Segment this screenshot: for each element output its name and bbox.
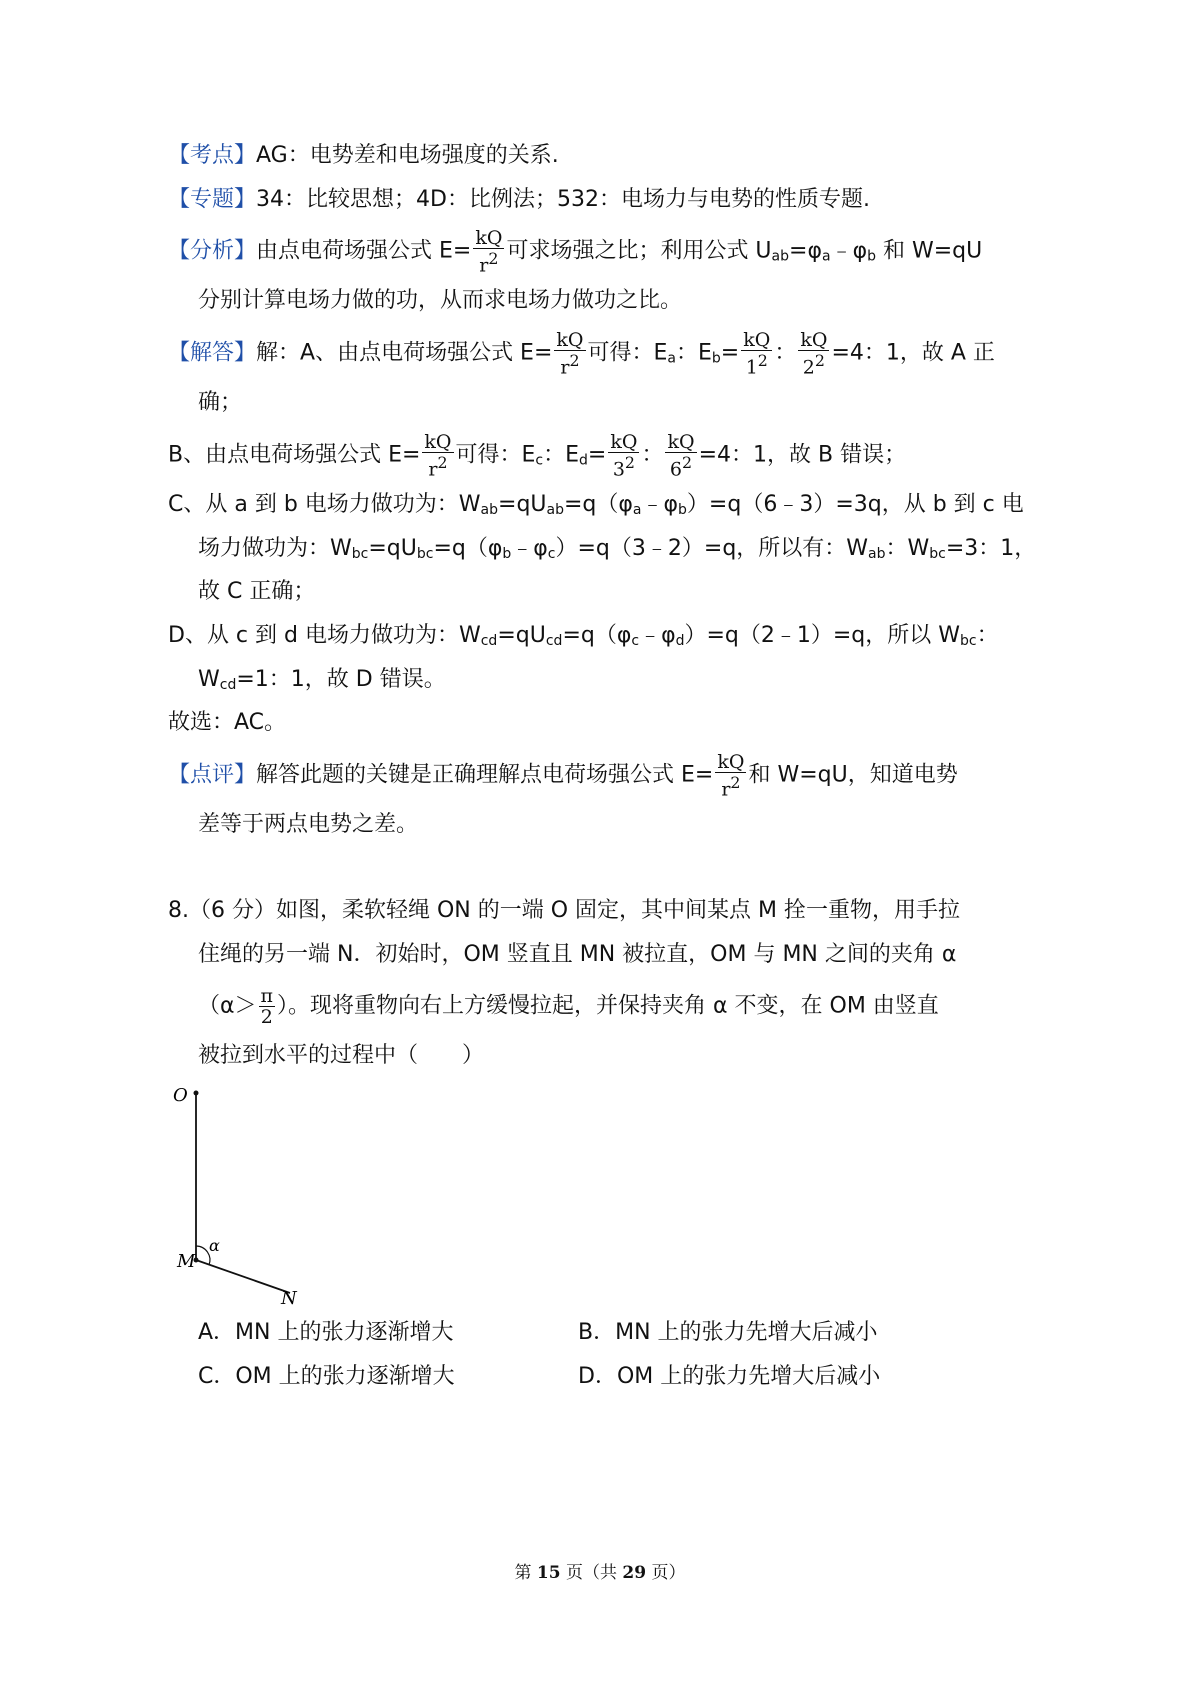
frac-den: 2 — [260, 1006, 273, 1028]
question-8-line-2: 住绳的另一端 N．初始时，OM 竖直且 MN 被拉直，OM 与 MN 之间的夹角 α — [198, 942, 957, 967]
answer-d-text: =qU — [497, 623, 546, 648]
option-b[interactable]: B．MN 上的张力先增大后减小 — [578, 1320, 878, 1345]
dianping-tag: 【点评】 — [168, 762, 257, 788]
footer-text: 页（共 — [560, 1563, 623, 1583]
frac-num: kQ — [743, 329, 771, 351]
answer-c-line-2 — [198, 534, 1036, 564]
answer-d-text: =1：1，故 D 错误。 — [236, 667, 446, 692]
subscript: c — [547, 546, 556, 562]
subscript: b — [502, 546, 512, 562]
dianping-line-1 — [168, 752, 958, 799]
subscript: bc — [351, 546, 369, 562]
answer-d-text: ）=q（2﹣1）=q，所以 W — [684, 623, 961, 648]
jieda-text: ：E — [676, 340, 712, 366]
answer-c-text: ）=q（6﹣3）=3q，从 b 到 c 电 — [686, 492, 1024, 517]
fenxi-text: =φ — [789, 238, 822, 264]
rope-figure — [165, 1080, 315, 1310]
zhuanti-text: 34：比较思想；4D：比例法；532：电场力与电势的性质专题. — [256, 187, 870, 212]
frac-num: kQ — [556, 329, 584, 351]
answer-b-line — [168, 432, 906, 479]
subscript: ab — [868, 546, 886, 562]
frac-num: kQ — [667, 431, 695, 453]
subscript: bc — [929, 546, 946, 562]
page-number: 15 — [536, 1563, 561, 1583]
question-8-line-3 — [198, 986, 939, 1027]
fenxi-line-2: 分别计算电场力做的功，从而求电场力做功之比。 — [198, 288, 683, 313]
frac-den-exp: 2 — [488, 249, 499, 268]
frac-den-base: r — [428, 458, 438, 481]
frac-den — [473, 249, 504, 275]
fenxi-text: 和 W=qU — [875, 238, 983, 264]
answer-d-text: W — [198, 667, 220, 692]
subscript: a — [667, 350, 676, 367]
subscript: d — [675, 633, 685, 649]
frac-num: kQ — [424, 431, 452, 453]
answer-d-text: D、从 c 到 d 电场力做功为：W — [168, 623, 481, 648]
jieda-line-2: 确； — [198, 390, 243, 415]
answer-c-text: =q（φ — [564, 492, 633, 517]
answer-c-text: =qU — [368, 536, 417, 561]
frac-den-base: 3 — [612, 458, 625, 481]
zhuanti-tag: 【专题】 — [168, 187, 257, 212]
answer-c-text: 场力做功为：W — [198, 536, 352, 561]
frac-den-exp: 2 — [814, 351, 825, 370]
subscript: b — [678, 502, 687, 518]
footer-text: 第 — [514, 1563, 537, 1583]
subscript: bc — [960, 633, 977, 649]
subscript: ab — [480, 502, 499, 518]
answer-d-line-1 — [168, 621, 999, 651]
fraction-kq-r2 — [422, 432, 453, 479]
fraction-kq-3sq — [608, 432, 639, 479]
answer-b-text: B、由点电荷场强公式 E= — [168, 442, 421, 468]
kaodian-text: AG：电势差和电场强度的关系. — [256, 143, 559, 168]
fenxi-tag: 【分析】 — [168, 238, 257, 264]
frac-den-exp: 2 — [437, 453, 448, 472]
frac-den-base: r — [560, 356, 570, 379]
fraction-kq-6sq — [665, 432, 696, 479]
frac-num: kQ — [475, 227, 503, 249]
frac-num: π — [260, 985, 274, 1007]
label-o: O — [173, 1085, 188, 1106]
frac-num: kQ — [717, 751, 745, 773]
question-8-line-1: 8.（6 分）如图，柔软轻绳 ON 的一端 O 固定，其中间某点 M 拴一重物，用手拉 — [168, 898, 961, 923]
answer-b-text: 可得：E — [455, 442, 536, 468]
answer-c-text: ）=q（3﹣2）=q，所以有：W — [555, 536, 869, 561]
frac-den — [798, 351, 829, 377]
answer-c-line-3: 故 C 正确； — [198, 579, 316, 604]
answer-b-text: ： — [641, 442, 664, 468]
frac-den-base: r — [479, 254, 489, 277]
fenxi-text: 由点电荷场强公式 E= — [256, 238, 472, 264]
label-n: N — [281, 1288, 297, 1309]
frac-den-base: 6 — [669, 458, 683, 481]
option-a[interactable]: A．MN 上的张力逐渐增大 — [198, 1320, 454, 1345]
total-pages: 29 — [622, 1563, 647, 1583]
answer-c-text: =qU — [498, 492, 547, 517]
frac-den-base: 2 — [802, 356, 815, 379]
fraction-kq-1sq — [741, 330, 772, 377]
frac-num: kQ — [610, 431, 638, 453]
label-m: M — [177, 1251, 196, 1272]
point-o — [194, 1091, 199, 1096]
final-answer: 故选：AC。 — [168, 710, 287, 735]
answer-c-line-1 — [168, 490, 1024, 520]
answer-b-text: ：E — [543, 442, 580, 468]
subscript: c — [535, 452, 544, 469]
fenxi-text: 可求场强之比；利用公式 U — [506, 238, 772, 264]
frac-den-exp: 2 — [624, 453, 635, 472]
dianping-text: 解答此题的关键是正确理解点电荷场强公式 E= — [256, 762, 714, 788]
kaodian-tag: 【考点】 — [168, 143, 257, 168]
answer-d-text: ： — [976, 623, 999, 648]
jieda-line-1 — [168, 330, 995, 377]
answer-c-text: =q（φ — [433, 536, 503, 561]
fraction-kq-r2 — [473, 228, 504, 275]
frac-den — [554, 351, 585, 377]
answer-c-text: ﹣φ — [641, 492, 679, 517]
answer-b-text: =4：1，故 B 错误； — [698, 442, 907, 468]
frac-den-exp: 2 — [757, 351, 768, 370]
subscript: b — [867, 248, 876, 265]
frac-den-exp: 2 — [569, 351, 580, 370]
question-8-text: ）。现将重物向右上方缓慢拉起，并保持夹角 α 不变，在 OM 由竖直 — [277, 993, 939, 1019]
answer-d-text: ﹣φ — [639, 623, 676, 648]
dianping-text: 和 W=qU，知道电势 — [748, 762, 958, 788]
frac-den — [741, 351, 772, 377]
jieda-text: 可得：E — [587, 340, 668, 366]
answer-c-text: =3：1， — [945, 536, 1037, 561]
subscript: bc — [416, 546, 434, 562]
page-footer — [0, 1558, 1200, 1583]
subscript: a — [821, 248, 831, 265]
jieda-text: = — [720, 340, 740, 366]
jieda-text: 解：A、由点电荷场强公式 E= — [256, 340, 553, 366]
frac-den-base: 1 — [745, 356, 758, 379]
jieda-text: =4：1，故 A 正 — [831, 340, 995, 366]
answer-d-text: =q（φ — [562, 623, 632, 648]
fraction-kq-2sq — [798, 330, 829, 377]
fraction-kq-r2 — [554, 330, 585, 377]
option-d[interactable]: D．OM 上的张力先增大后减小 — [578, 1364, 881, 1389]
subscript: cd — [219, 677, 237, 693]
kaodian-line — [168, 141, 559, 171]
frac-den-base: r — [721, 778, 731, 801]
frac-den-exp: 2 — [682, 453, 693, 472]
frac-den-exp: 2 — [730, 773, 741, 792]
question-8-line-4: 被拉到水平的过程中（ ） — [198, 1043, 485, 1068]
rope-mn — [196, 1260, 290, 1293]
subscript: cd — [480, 633, 498, 649]
frac-den — [608, 453, 639, 479]
subscript: ab — [546, 502, 564, 518]
fraction-pi-over-2 — [259, 986, 276, 1027]
question-8-text: （α＞ — [198, 993, 257, 1019]
subscript: a — [632, 502, 642, 518]
subscript: d — [579, 452, 588, 469]
dianping-line-2: 差等于两点电势之差。 — [198, 812, 419, 837]
frac-num: kQ — [800, 329, 828, 351]
subscript: ab — [771, 248, 790, 265]
fraction-kq-r2 — [715, 752, 746, 799]
subscript: b — [711, 350, 721, 367]
answer-c-text: C、从 a 到 b 电场力做功为：W — [168, 492, 481, 517]
jieda-text: ： — [774, 340, 797, 366]
answer-d-line-2 — [198, 665, 446, 695]
label-alpha: α — [209, 1236, 220, 1255]
footer-text: 页） — [646, 1563, 686, 1583]
fenxi-line-1 — [168, 228, 982, 275]
frac-den — [422, 453, 453, 479]
subscript: c — [631, 633, 640, 649]
zhuanti-line — [168, 185, 870, 215]
subscript: cd — [545, 633, 563, 649]
option-c[interactable]: C．OM 上的张力逐渐增大 — [198, 1364, 455, 1389]
answer-c-text: ：W — [885, 536, 930, 561]
jieda-tag: 【解答】 — [168, 340, 257, 366]
frac-den — [665, 453, 696, 479]
answer-b-text: = — [587, 442, 607, 468]
answer-c-text: ﹣φ — [511, 536, 548, 561]
fenxi-text: ﹣φ — [830, 238, 868, 264]
frac-den — [715, 773, 746, 799]
